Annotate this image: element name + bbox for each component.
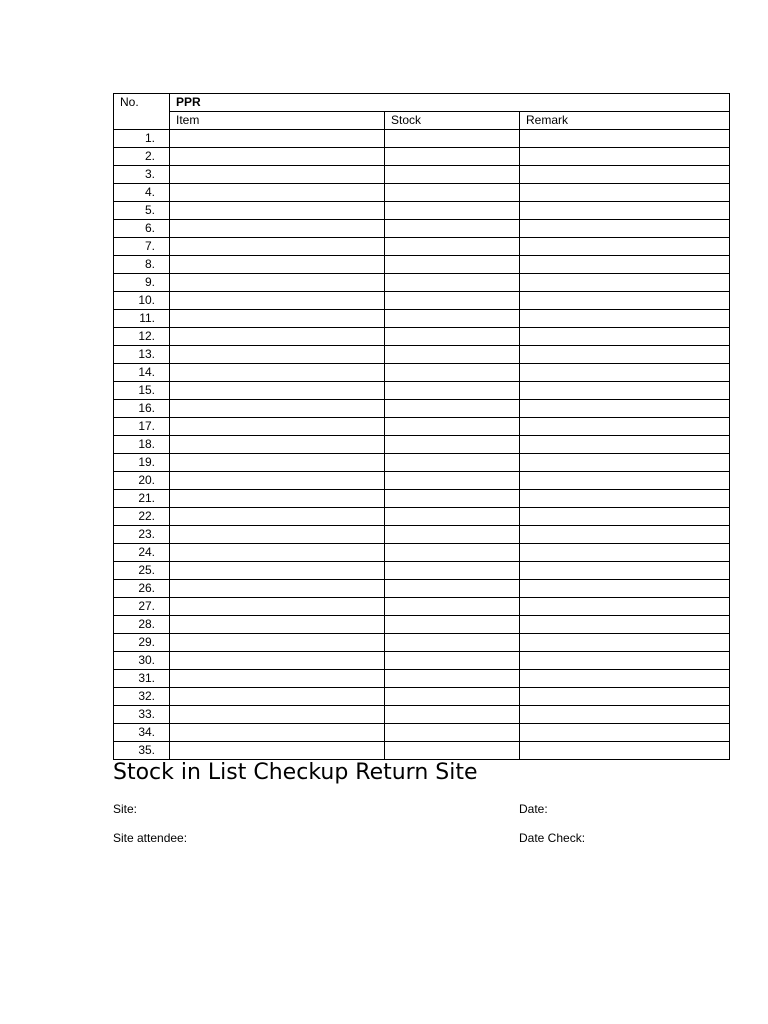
row-number: 34. bbox=[114, 724, 170, 742]
table-row bbox=[114, 274, 730, 292]
stock-cell[interactable] bbox=[385, 382, 520, 400]
stock-cell[interactable] bbox=[385, 274, 520, 292]
remark-cell[interactable] bbox=[520, 688, 730, 706]
remark-cell[interactable] bbox=[520, 292, 730, 310]
item-cell[interactable] bbox=[170, 418, 385, 436]
row-number: 4. bbox=[114, 184, 170, 202]
table-row bbox=[114, 238, 730, 256]
table-row bbox=[114, 652, 730, 670]
remark-cell[interactable] bbox=[520, 166, 730, 184]
remark-cell[interactable] bbox=[520, 346, 730, 364]
stock-cell[interactable] bbox=[385, 526, 520, 544]
row-number: 11. bbox=[114, 310, 170, 328]
remark-cell[interactable] bbox=[520, 580, 730, 598]
stock-cell[interactable] bbox=[385, 202, 520, 220]
stock-cell[interactable] bbox=[385, 454, 520, 472]
stock-cell[interactable] bbox=[385, 238, 520, 256]
table-row bbox=[114, 310, 730, 328]
item-cell[interactable] bbox=[170, 670, 385, 688]
item-cell[interactable] bbox=[170, 328, 385, 346]
date-check-label: Date Check: bbox=[519, 831, 586, 845]
row-number: 21. bbox=[114, 490, 170, 508]
table-row bbox=[114, 472, 730, 490]
item-cell[interactable] bbox=[170, 364, 385, 382]
row-number: 18. bbox=[114, 436, 170, 454]
document-title: Stock in List Checkup Return Site bbox=[113, 760, 478, 785]
remark-cell[interactable] bbox=[520, 562, 730, 580]
remark-cell[interactable] bbox=[520, 742, 730, 760]
item-cell[interactable] bbox=[170, 382, 385, 400]
remark-cell[interactable] bbox=[520, 598, 730, 616]
table-row bbox=[114, 256, 730, 274]
row-number: 15. bbox=[114, 382, 170, 400]
table-row bbox=[114, 508, 730, 526]
row-number: 26. bbox=[114, 580, 170, 598]
item-cell[interactable] bbox=[170, 310, 385, 328]
no-column-header: No. bbox=[114, 94, 170, 130]
stock-cell[interactable] bbox=[385, 418, 520, 436]
table-row bbox=[114, 364, 730, 382]
table-row bbox=[114, 490, 730, 508]
remark-cell[interactable] bbox=[520, 256, 730, 274]
item-cell[interactable] bbox=[170, 130, 385, 148]
remark-cell[interactable] bbox=[520, 544, 730, 562]
row-number: 7. bbox=[114, 238, 170, 256]
table-row bbox=[114, 292, 730, 310]
table-header-row-2 bbox=[114, 112, 730, 130]
item-cell[interactable] bbox=[170, 202, 385, 220]
item-column-header: Item bbox=[170, 112, 385, 130]
remark-cell[interactable] bbox=[520, 652, 730, 670]
table-row bbox=[114, 166, 730, 184]
item-cell[interactable] bbox=[170, 706, 385, 724]
row-number: 5. bbox=[114, 202, 170, 220]
table-row bbox=[114, 526, 730, 544]
item-cell[interactable] bbox=[170, 526, 385, 544]
item-cell[interactable] bbox=[170, 472, 385, 490]
remark-cell[interactable] bbox=[520, 400, 730, 418]
item-cell[interactable] bbox=[170, 292, 385, 310]
item-cell[interactable] bbox=[170, 400, 385, 418]
remark-cell[interactable] bbox=[520, 148, 730, 166]
remark-cell[interactable] bbox=[520, 184, 730, 202]
item-cell[interactable] bbox=[170, 490, 385, 508]
remark-cell[interactable] bbox=[520, 634, 730, 652]
table-row bbox=[114, 454, 730, 472]
row-number: 35. bbox=[114, 742, 170, 760]
remark-cell[interactable] bbox=[520, 202, 730, 220]
table-row bbox=[114, 706, 730, 724]
remark-cell[interactable] bbox=[520, 670, 730, 688]
stock-cell[interactable] bbox=[385, 598, 520, 616]
row-number: 6. bbox=[114, 220, 170, 238]
table-row bbox=[114, 148, 730, 166]
remark-cell[interactable] bbox=[520, 310, 730, 328]
stock-cell[interactable] bbox=[385, 688, 520, 706]
table-row bbox=[114, 382, 730, 400]
remark-column-header: Remark bbox=[520, 112, 730, 130]
item-cell[interactable] bbox=[170, 436, 385, 454]
remark-cell[interactable] bbox=[520, 382, 730, 400]
stock-cell[interactable] bbox=[385, 310, 520, 328]
site-label: Site: bbox=[113, 802, 138, 816]
remark-cell[interactable] bbox=[520, 238, 730, 256]
table-row bbox=[114, 580, 730, 598]
stock-cell[interactable] bbox=[385, 652, 520, 670]
remark-cell[interactable] bbox=[520, 724, 730, 742]
item-cell[interactable] bbox=[170, 724, 385, 742]
row-number: 25. bbox=[114, 562, 170, 580]
stock-cell[interactable] bbox=[385, 490, 520, 508]
row-number: 19. bbox=[114, 454, 170, 472]
site-attendee-label: Site attendee: bbox=[113, 831, 188, 845]
date-label: Date: bbox=[519, 802, 548, 816]
stock-cell[interactable] bbox=[385, 472, 520, 490]
table-row bbox=[114, 400, 730, 418]
row-number: 14. bbox=[114, 364, 170, 382]
table-row bbox=[114, 202, 730, 220]
stock-cell[interactable] bbox=[385, 724, 520, 742]
row-number: 12. bbox=[114, 328, 170, 346]
remark-cell[interactable] bbox=[520, 490, 730, 508]
item-cell[interactable] bbox=[170, 652, 385, 670]
item-cell[interactable] bbox=[170, 256, 385, 274]
remark-cell[interactable] bbox=[520, 706, 730, 724]
remark-cell[interactable] bbox=[520, 436, 730, 454]
table-row bbox=[114, 544, 730, 562]
table-row bbox=[114, 670, 730, 688]
item-cell[interactable] bbox=[170, 346, 385, 364]
row-number: 31. bbox=[114, 670, 170, 688]
item-cell[interactable] bbox=[170, 454, 385, 472]
stock-cell[interactable] bbox=[385, 508, 520, 526]
row-number: 20. bbox=[114, 472, 170, 490]
table-row bbox=[114, 598, 730, 616]
row-number: 2. bbox=[114, 148, 170, 166]
remark-cell[interactable] bbox=[520, 274, 730, 292]
table-header-row-1 bbox=[114, 94, 730, 112]
table-row bbox=[114, 634, 730, 652]
item-cell[interactable] bbox=[170, 220, 385, 238]
row-number: 32. bbox=[114, 688, 170, 706]
stock-cell[interactable] bbox=[385, 436, 520, 454]
table-row bbox=[114, 184, 730, 202]
item-cell[interactable] bbox=[170, 148, 385, 166]
row-number: 13. bbox=[114, 346, 170, 364]
remark-cell[interactable] bbox=[520, 364, 730, 382]
row-number: 29. bbox=[114, 634, 170, 652]
remark-cell[interactable] bbox=[520, 130, 730, 148]
stock-cell[interactable] bbox=[385, 166, 520, 184]
stock-cell[interactable] bbox=[385, 670, 520, 688]
table-row bbox=[114, 328, 730, 346]
item-cell[interactable] bbox=[170, 508, 385, 526]
row-number: 24. bbox=[114, 544, 170, 562]
table-row bbox=[114, 346, 730, 364]
row-number: 10. bbox=[114, 292, 170, 310]
stock-table bbox=[113, 93, 730, 760]
table-row bbox=[114, 616, 730, 634]
item-cell[interactable] bbox=[170, 688, 385, 706]
row-number: 30. bbox=[114, 652, 170, 670]
row-number: 16. bbox=[114, 400, 170, 418]
table-row bbox=[114, 418, 730, 436]
item-cell[interactable] bbox=[170, 562, 385, 580]
stock-cell[interactable] bbox=[385, 580, 520, 598]
remark-cell[interactable] bbox=[520, 418, 730, 436]
stock-cell[interactable] bbox=[385, 616, 520, 634]
row-number: 8. bbox=[114, 256, 170, 274]
stock-cell[interactable] bbox=[385, 130, 520, 148]
item-cell[interactable] bbox=[170, 238, 385, 256]
ppr-group-header: PPR bbox=[170, 94, 730, 112]
stock-cell[interactable] bbox=[385, 292, 520, 310]
stock-cell[interactable] bbox=[385, 328, 520, 346]
row-number: 28. bbox=[114, 616, 170, 634]
row-number: 9. bbox=[114, 274, 170, 292]
stock-cell[interactable] bbox=[385, 220, 520, 238]
remark-cell[interactable] bbox=[520, 220, 730, 238]
item-cell[interactable] bbox=[170, 544, 385, 562]
table-row bbox=[114, 436, 730, 454]
row-number: 33. bbox=[114, 706, 170, 724]
item-cell[interactable] bbox=[170, 616, 385, 634]
table-row bbox=[114, 742, 730, 760]
stock-cell[interactable] bbox=[385, 148, 520, 166]
remark-cell[interactable] bbox=[520, 526, 730, 544]
remark-cell[interactable] bbox=[520, 472, 730, 490]
item-cell[interactable] bbox=[170, 274, 385, 292]
stock-cell[interactable] bbox=[385, 706, 520, 724]
table-row bbox=[114, 688, 730, 706]
stock-cell[interactable] bbox=[385, 364, 520, 382]
row-number: 23. bbox=[114, 526, 170, 544]
row-number: 17. bbox=[114, 418, 170, 436]
item-cell[interactable] bbox=[170, 598, 385, 616]
remark-cell[interactable] bbox=[520, 454, 730, 472]
stock-cell[interactable] bbox=[385, 184, 520, 202]
remark-cell[interactable] bbox=[520, 616, 730, 634]
stock-cell[interactable] bbox=[385, 400, 520, 418]
row-number: 3. bbox=[114, 166, 170, 184]
remark-cell[interactable] bbox=[520, 508, 730, 526]
row-number: 1. bbox=[114, 130, 170, 148]
item-cell[interactable] bbox=[170, 634, 385, 652]
stock-column-header: Stock bbox=[385, 112, 520, 130]
item-cell[interactable] bbox=[170, 166, 385, 184]
row-number: 27. bbox=[114, 598, 170, 616]
item-cell[interactable] bbox=[170, 580, 385, 598]
stock-cell[interactable] bbox=[385, 544, 520, 562]
table-row bbox=[114, 130, 730, 148]
table-row bbox=[114, 724, 730, 742]
table-row bbox=[114, 220, 730, 238]
row-number: 22. bbox=[114, 508, 170, 526]
stock-cell[interactable] bbox=[385, 346, 520, 364]
stock-cell[interactable] bbox=[385, 256, 520, 274]
remark-cell[interactable] bbox=[520, 328, 730, 346]
stock-cell[interactable] bbox=[385, 742, 520, 760]
stock-cell[interactable] bbox=[385, 634, 520, 652]
item-cell[interactable] bbox=[170, 742, 385, 760]
table-row bbox=[114, 562, 730, 580]
stock-cell[interactable] bbox=[385, 562, 520, 580]
item-cell[interactable] bbox=[170, 184, 385, 202]
